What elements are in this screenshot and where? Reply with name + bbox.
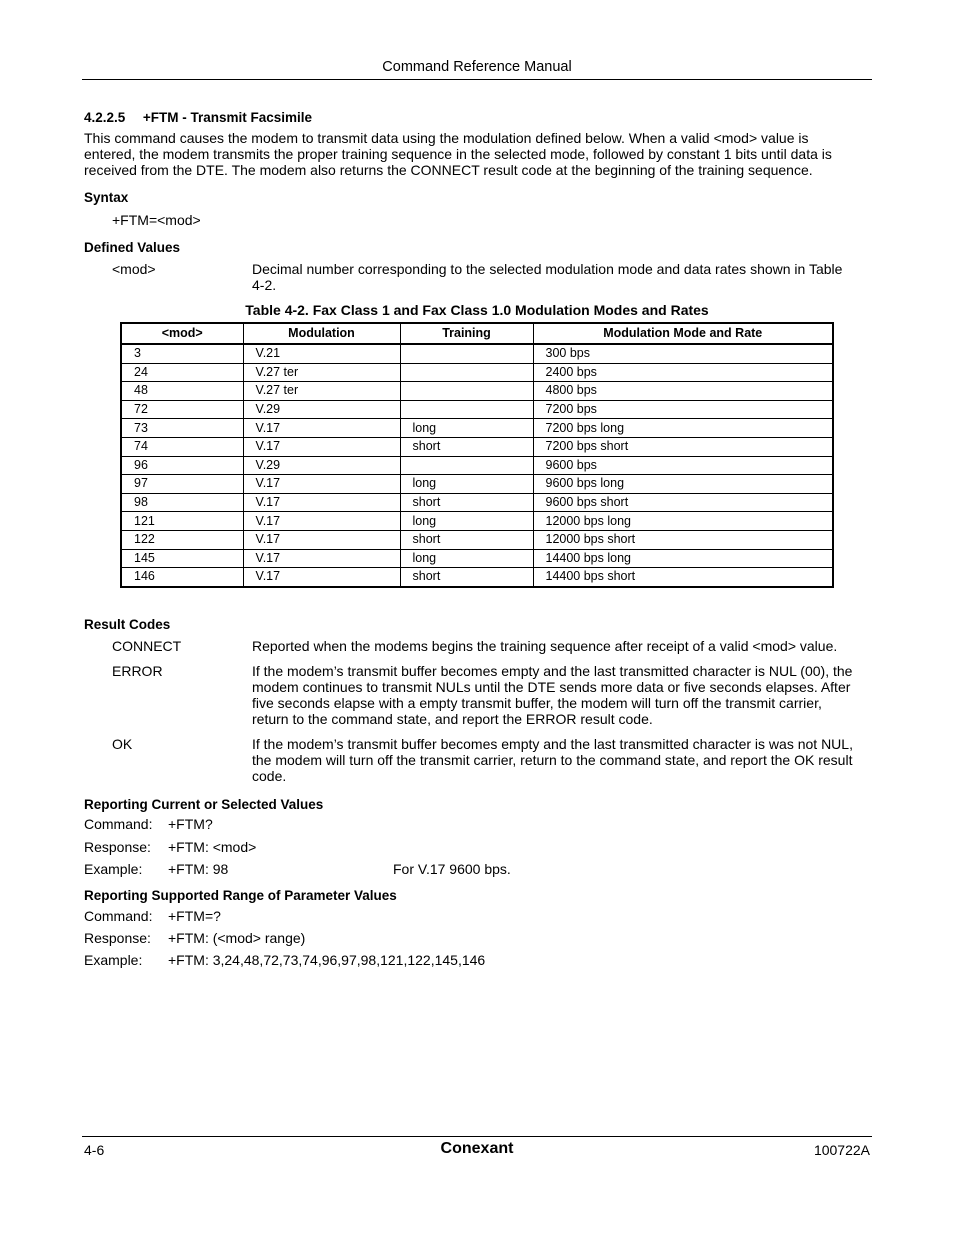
modulation-table <box>120 322 834 588</box>
table-cell: 7200 bps <box>533 400 833 419</box>
footer-rule <box>82 1136 872 1137</box>
defined-values-term: <mod> <box>112 261 156 277</box>
table-cell <box>400 344 533 363</box>
table-cell: long <box>400 512 533 531</box>
table-cell: short <box>400 568 533 587</box>
table-row <box>121 512 833 531</box>
table-cell: 74 <box>121 437 243 456</box>
table-cell: long <box>400 549 533 568</box>
desc-line: code. <box>252 768 287 784</box>
table-cell: 145 <box>121 549 243 568</box>
table-row <box>121 530 833 549</box>
table-cell: 9600 bps long <box>533 475 833 494</box>
command-label: Command: <box>84 908 153 924</box>
response-value: +FTM: (<mod> range) <box>168 930 306 946</box>
table-cell: 121 <box>121 512 243 531</box>
table-row <box>121 363 833 382</box>
table-cell: 300 bps <box>533 344 833 363</box>
table-row <box>121 344 833 363</box>
table-cell: V.17 <box>243 530 400 549</box>
table-cell <box>400 382 533 401</box>
table-cell: 7200 bps long <box>533 419 833 438</box>
desc-line: the modem will turn off the transmit carrier, return to the command state, and report the OK result <box>252 752 853 768</box>
table-cell: 3 <box>121 344 243 363</box>
table-cell: V.21 <box>243 344 400 363</box>
table-cell: 4800 bps <box>533 382 833 401</box>
table-cell: V.27 ter <box>243 382 400 401</box>
defined-values-heading: Defined Values <box>84 240 181 255</box>
desc-line: Reported when the modems begins the training sequence after receipt of a valid <mod> value. <box>252 638 838 654</box>
footer-company: Conexant <box>440 1140 514 1157</box>
response-label: Response: <box>84 839 151 855</box>
table-header-cell: Training <box>400 323 533 344</box>
example-value: +FTM: 98 <box>168 861 229 877</box>
result-codes-heading: Result Codes <box>84 617 171 632</box>
table-cell <box>400 400 533 419</box>
table-cell: 14400 bps short <box>533 568 833 587</box>
table-cell: V.29 <box>243 456 400 475</box>
table-cell: 2400 bps <box>533 363 833 382</box>
desc-line: return to the command state, and report the ERROR result code. <box>252 711 653 727</box>
table-header-row <box>121 323 833 344</box>
example-label: Example: <box>84 952 143 968</box>
table-row <box>121 382 833 401</box>
header-title: Command Reference Manual <box>382 59 572 75</box>
table-header-cell: <mod> <box>121 323 243 344</box>
table-header-cell: Modulation <box>243 323 400 344</box>
table-cell: 96 <box>121 456 243 475</box>
intro-line: This command causes the modem to transmit data using the modulation defined below. When a valid <mod> value is <box>84 130 809 146</box>
command-value: +FTM? <box>168 816 213 832</box>
table-cell: long <box>400 475 533 494</box>
example-label: Example: <box>84 861 143 877</box>
table-cell: 7200 bps short <box>533 437 833 456</box>
table-cell: 122 <box>121 530 243 549</box>
desc-line: 4-2. <box>252 277 277 293</box>
table-cell <box>400 363 533 382</box>
table-row <box>121 568 833 587</box>
table-cell: short <box>400 437 533 456</box>
reporting-current-heading: Reporting Current or Selected Values <box>84 797 324 812</box>
table-cell: long <box>400 419 533 438</box>
desc-line: modem continues to transmit NULs until the DTE sends more data or five seconds elapses. After <box>252 679 851 695</box>
table-cell <box>400 456 533 475</box>
table-row <box>121 419 833 438</box>
footer-page-number: 4-6 <box>84 1142 105 1158</box>
table-row <box>121 437 833 456</box>
command-value: +FTM=? <box>168 908 221 924</box>
intro-line: received from the DTE. The modem also returns the CONNECT result code at the beginning of the training sequence. <box>84 162 813 178</box>
table-cell: 9600 bps <box>533 456 833 475</box>
table-cell: 98 <box>121 493 243 512</box>
result-code-ok-desc <box>252 736 862 784</box>
result-code-error-desc <box>252 663 862 727</box>
table-cell: 9600 bps short <box>533 493 833 512</box>
command-label: Command: <box>84 816 153 832</box>
intro-paragraph <box>84 130 874 178</box>
reporting-supported-heading: Reporting Supported Range of Parameter Values <box>84 888 397 903</box>
table-cell: V.17 <box>243 475 400 494</box>
table-cell: V.17 <box>243 549 400 568</box>
defined-values-description <box>252 261 862 293</box>
desc-line: If the modem’s transmit buffer becomes empty and the last transmitted character is NUL (00), the <box>252 663 853 679</box>
syntax-value: +FTM=<mod> <box>112 212 201 228</box>
table-cell: 48 <box>121 382 243 401</box>
table-cell: short <box>400 530 533 549</box>
desc-line: Decimal number corresponding to the selected modulation mode and data rates shown in Table <box>252 261 843 277</box>
table-cell: V.29 <box>243 400 400 419</box>
example-value: +FTM: 3,24,48,72,73,74,96,97,98,121,122,145,146 <box>168 952 486 968</box>
table-row <box>121 475 833 494</box>
table-cell: V.27 ter <box>243 363 400 382</box>
desc-line: If the modem’s transmit buffer becomes empty and the last transmitted character is was not NUL, <box>252 736 853 752</box>
table-cell: 24 <box>121 363 243 382</box>
table-cell: V.17 <box>243 493 400 512</box>
table-cell: V.17 <box>243 437 400 456</box>
intro-line: entered, the modem transmits the proper training sequence in the selected mode, followed by constant 1 bits until data is <box>84 146 832 162</box>
table-row <box>121 400 833 419</box>
table-cell: 73 <box>121 419 243 438</box>
table-cell: 72 <box>121 400 243 419</box>
desc-line: five seconds elapse with a empty transmit buffer, the modem will turn off the transmit carrier, <box>252 695 822 711</box>
result-code-error: ERROR <box>112 663 163 679</box>
table-cell: 14400 bps long <box>533 549 833 568</box>
table-cell: V.17 <box>243 512 400 531</box>
header-rule <box>82 79 872 80</box>
table-caption: Table 4-2. Fax Class 1 and Fax Class 1.0 Modulation Modes and Rates <box>245 302 709 318</box>
section-title: +FTM - Transmit Facsimile <box>142 110 312 125</box>
footer-doc-number: 100722A <box>813 1142 870 1158</box>
table-header-cell: Modulation Mode and Rate <box>533 323 833 344</box>
table-cell: short <box>400 493 533 512</box>
table-cell: V.17 <box>243 419 400 438</box>
result-code-connect: CONNECT <box>112 638 182 654</box>
table-cell: V.17 <box>243 568 400 587</box>
example-note: For V.17 9600 bps. <box>393 861 511 877</box>
response-value: +FTM: <mod> <box>168 839 257 855</box>
result-code-ok: OK <box>112 736 133 752</box>
section-number: 4.2.2.5 <box>84 110 126 125</box>
syntax-heading: Syntax <box>84 190 129 205</box>
table-cell: 12000 bps long <box>533 512 833 531</box>
result-code-connect-desc <box>252 638 862 654</box>
section-heading <box>84 110 312 125</box>
table-row <box>121 456 833 475</box>
table-cell: 12000 bps short <box>533 530 833 549</box>
table-row <box>121 493 833 512</box>
table-row <box>121 549 833 568</box>
table-cell: 146 <box>121 568 243 587</box>
table-cell: 97 <box>121 475 243 494</box>
response-label: Response: <box>84 930 151 946</box>
